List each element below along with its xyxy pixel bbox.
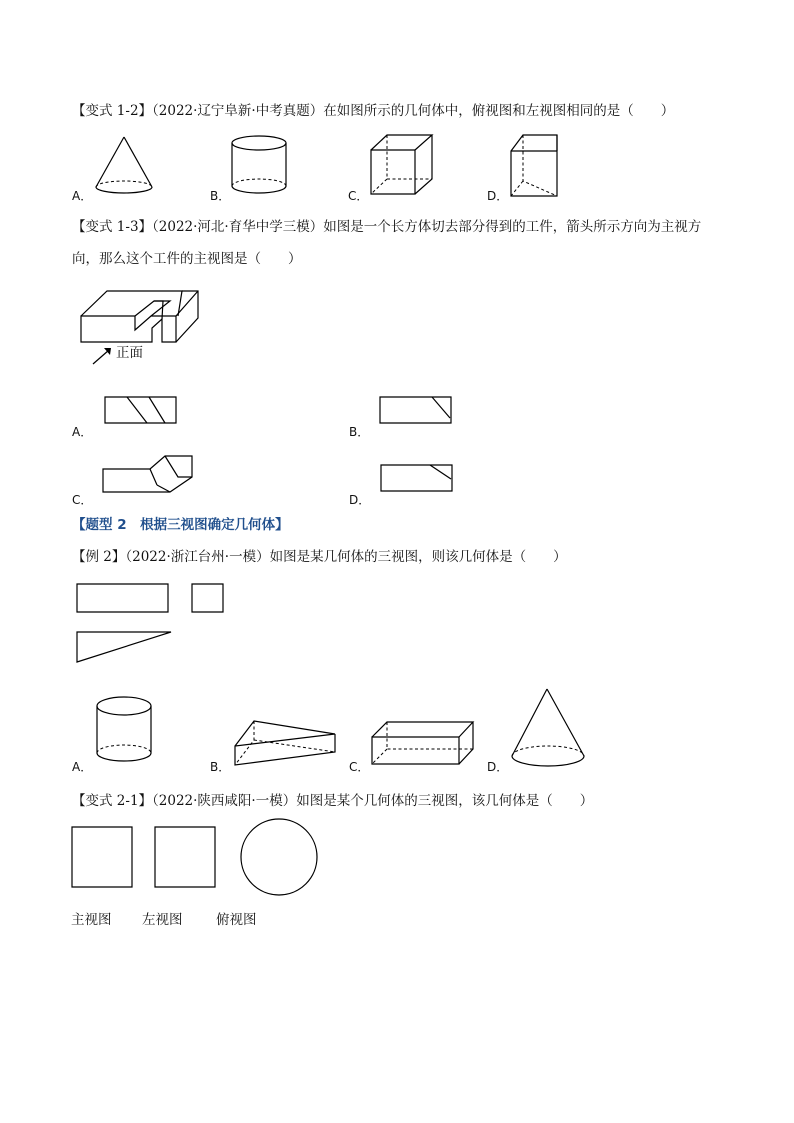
option-c-label: C． (72, 493, 93, 507)
triangular-prism-figure (234, 718, 338, 768)
question-v1-3-line2: 向，那么这个工件的主视图是（ ） (72, 251, 302, 267)
front-view-option-d (380, 464, 454, 492)
question-v2-1: 【变式 2-1】（2022·陕西咸阳·一模）如图是某个几何体的三视图，该几何体是（ ） (72, 793, 594, 809)
option-a-label: A． (72, 425, 93, 439)
left-view-square (155, 827, 215, 887)
cone-figure (510, 688, 586, 770)
option-a-label: A． (72, 189, 93, 203)
left-view-square (192, 584, 223, 612)
front-view-option-c (102, 455, 196, 495)
cylinder-figure (95, 695, 153, 767)
option-c-label: C． (348, 189, 369, 203)
question-example-2: 【例 2】（2022·浙江台州·一模）如图是某几何体的三视图，则该几何体是（ ） (72, 549, 567, 565)
three-views-example-2 (76, 583, 226, 665)
front-label: 正面 (116, 345, 143, 361)
cuboid-figure (371, 720, 475, 766)
front-view-rect (77, 584, 168, 612)
left-view-label: 左视图 (142, 912, 183, 928)
question-v1-3-line1: 【变式 1-3】（2022·河北·育华中学三模）如图是一个长方体切去部分得到的工件，箭头所示方向为主视方 (72, 219, 702, 235)
front-view-option-a (104, 396, 178, 424)
front-view-label: 主视图 (71, 912, 112, 928)
top-view-label: 俯视图 (216, 912, 257, 928)
question-v1-2: 【变式 1-2】（2022·辽宁阜新·中考真题）在如图所示的几何体中，俯视图和左视图相同的是（ ） (72, 103, 675, 119)
prism-figure (510, 134, 560, 200)
top-view-circle (241, 819, 317, 895)
three-views-v2-1 (70, 818, 322, 898)
option-b-label: B． (210, 189, 231, 203)
option-b-label: B． (210, 760, 231, 774)
section-heading: 【题型 2 根据三视图确定几何体】 (72, 517, 289, 533)
cube-figure (370, 134, 436, 196)
option-b-label: B． (349, 425, 370, 439)
option-d-label: D． (349, 493, 371, 507)
front-view-option-b (379, 396, 453, 424)
top-view-triangle (77, 632, 171, 662)
option-a-label: A． (72, 760, 93, 774)
option-d-label: D． (487, 189, 509, 203)
option-c-label: C． (349, 760, 370, 774)
front-view-square (72, 827, 132, 887)
cylinder-figure (230, 134, 290, 196)
cone-figure (94, 137, 154, 197)
option-d-label: D． (487, 760, 509, 774)
